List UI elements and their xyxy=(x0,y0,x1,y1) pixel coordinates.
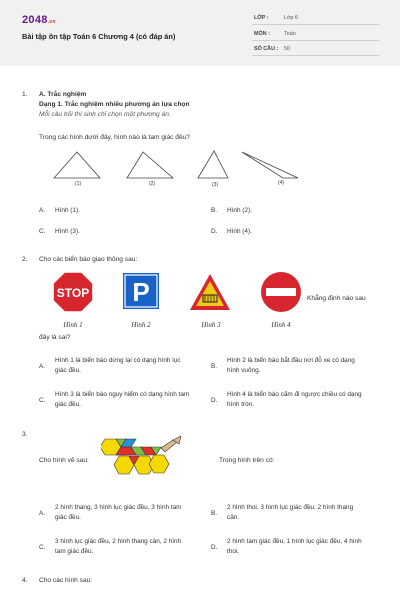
figure-label: (4) xyxy=(277,180,285,186)
document-title: Bài tập ôn tập Toán 6 Chương 4 (có đáp án) xyxy=(22,32,176,41)
triangle-2 xyxy=(127,152,173,178)
option-letter: C. xyxy=(39,397,46,404)
page-header xyxy=(0,0,400,66)
stop-sign-icon xyxy=(52,271,94,313)
option-letter: D. xyxy=(211,544,218,551)
question-text: Cho các hình sau: xyxy=(39,577,93,584)
option-text: Hình 1 là biển báo dừng lại có dạng hình lục giác đều. xyxy=(55,357,181,374)
instruction: Mỗi câu hỏi thí sinh chỉ chọn một phương án. xyxy=(39,111,171,118)
option-letter: C. xyxy=(39,544,46,551)
option-letter: D. xyxy=(211,228,218,235)
site-logo[interactable] xyxy=(22,14,56,26)
stop-sign-text: STOP xyxy=(56,286,90,300)
question-number: 3. xyxy=(22,431,28,438)
question-continuation: đây là sai? xyxy=(39,334,71,341)
figure-label: (3) xyxy=(211,182,219,188)
option-letter: B. xyxy=(211,363,218,370)
option-text: Hình (3). xyxy=(55,228,80,235)
option-letter: C. xyxy=(39,228,46,235)
logo-suffix: .vn xyxy=(47,19,56,25)
question-number: 2. xyxy=(22,256,28,263)
sign-caption: Hình 3 xyxy=(201,321,221,329)
triangle-1 xyxy=(54,152,100,178)
question-trailing-text: Khẳng định nào sau xyxy=(307,295,366,302)
option-text: Hình 3 là biển báo nguy hiểm có dạng hình tam giác đều. xyxy=(55,391,190,408)
figure-label: (2) xyxy=(148,181,156,187)
meta-class-row xyxy=(252,13,380,25)
triangles-figure xyxy=(48,148,298,182)
option-text: 2 hình thang, 3 hình lục giác đều, 3 hình tam giác đều. xyxy=(55,504,182,521)
question-text: Trong các hình dưới đây, hình nào là tam giác đều? xyxy=(39,134,190,141)
question-type: Dạng 1. Trắc nghiệm nhiều phương án lựa chọn xyxy=(39,101,190,108)
option-text: Hình 2 là biển báo bắt đầu nơi đỗ xe có dạng hình vuông. xyxy=(227,357,355,374)
option-text: Hình 4 là biển báo cấm đi ngược chiều có dạng hình tròn. xyxy=(227,391,362,408)
pattern-blocks-figure xyxy=(101,436,183,478)
logo-text: 2048 xyxy=(22,14,48,26)
section-title: A. Trắc nghiệm xyxy=(39,91,87,98)
sign-caption: Hình 2 xyxy=(131,321,151,329)
option-letter: A. xyxy=(39,510,46,517)
parking-sign-icon xyxy=(122,272,160,310)
option-letter: A. xyxy=(39,207,46,214)
question-number: 4. xyxy=(22,577,28,584)
question-text: Cho hình vẽ sau: xyxy=(39,457,89,464)
option-text: Hình (2). xyxy=(227,207,252,214)
option-text: Hình (4). xyxy=(227,228,252,235)
option-text: 2 hình thoi, 3 hình lục giác đều, 2 hình thang cân. xyxy=(227,504,354,521)
parking-sign-text: P xyxy=(132,277,150,307)
option-text: 3 hình lục giác đều, 2 hình thang cân, 2 hình tam giác đều. xyxy=(55,538,182,555)
meta-value: 50 xyxy=(284,46,290,52)
triangle-3 xyxy=(198,151,228,178)
meta-key: MÔN : xyxy=(254,31,270,37)
sign-caption: Hình 4 xyxy=(271,321,291,329)
no-entry-sign-icon xyxy=(260,271,302,313)
meta-key: SỐ CÂU : xyxy=(254,46,279,52)
meta-key: LỚP : xyxy=(254,15,269,21)
question-text-right: Trong hình trên có: xyxy=(219,457,275,464)
question-text: Cho các biển báo giao thông sau: xyxy=(39,256,138,263)
meta-subject-row xyxy=(252,29,380,41)
warning-sign-icon xyxy=(189,273,231,311)
question-number: 1. xyxy=(22,91,28,98)
sign-caption: Hình 1 xyxy=(63,321,83,329)
triangle-4 xyxy=(242,152,298,178)
option-text: 2 hình tam giác đều, 1 hình lục giác đều, 4 hình thoi. xyxy=(227,538,362,555)
option-text: Hình (1). xyxy=(55,207,80,214)
figure-label: (1) xyxy=(74,181,82,187)
option-letter: B. xyxy=(211,207,218,214)
option-letter: A. xyxy=(39,363,46,370)
meta-value: Toán xyxy=(284,31,296,37)
option-letter: B. xyxy=(211,510,218,517)
meta-count-row xyxy=(252,44,380,56)
option-letter: D. xyxy=(211,397,218,404)
meta-value: Lớp 6 xyxy=(284,15,299,21)
